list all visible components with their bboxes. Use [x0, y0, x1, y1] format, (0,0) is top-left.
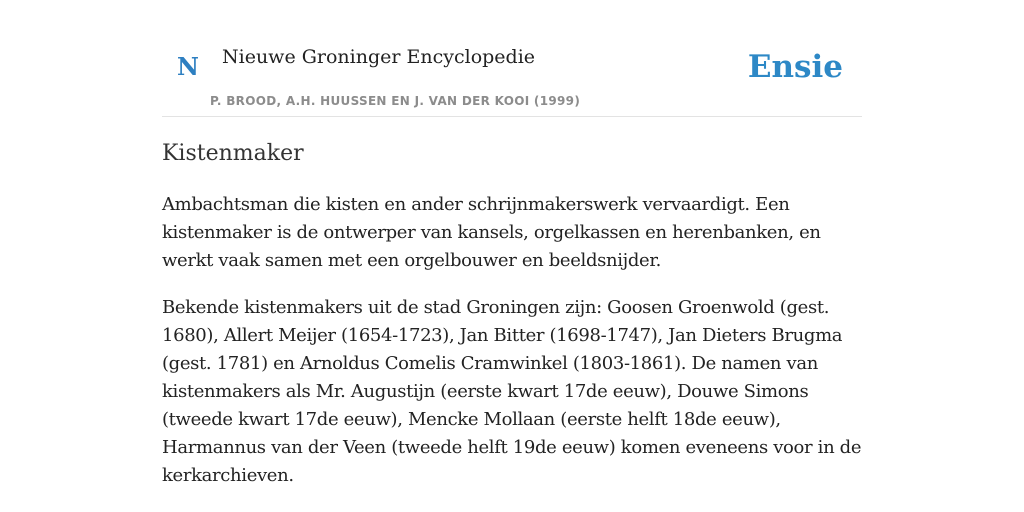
encyclopedia-logo[interactable]: N: [177, 52, 199, 81]
encyclopedia-authors: P. BROOD, A.H. HUUSSEN EN J. VAN DER KOOI (1999): [210, 94, 581, 108]
article-paragraph-1: Ambachtsman die kisten en ander schrijnmakerswerk vervaardigt. Een kistenmaker is de ontwerper van kansels, orgelkassen en herenbanken, en werkt vaak samen met een orgelbouwer en beeldsnijder.: [162, 194, 821, 272]
encyclopedia-title-link[interactable]: Nieuwe Groninger Encyclopedie: [222, 46, 536, 68]
article-title: Kistenmaker: [162, 141, 304, 166]
article-paragraph-2: Bekende kistenmakers uit de stad Groningen zijn: Goosen Groenwold (gest. 1680), Allert Meijer (1654-1723), Jan Bitter (1698-1747), Jan Dieters Brugma (gest. 1781) en Arnoldus Comelis Cramwinkel (1803-1861). De namen van kistenmakers als Mr. Augustijn (eerste kwart 17de eeuw), Douwe Simons (tweede kwart 17de eeuw), Mencke Mollaan (eerste helft 18de eeuw), Harmannus van der Veen (tweede helft 19de eeuw) komen eveneens voor in de kerkarchieven.: [162, 297, 862, 487]
ensie-logo-link[interactable]: Ensie: [747, 49, 843, 85]
article: [162, 136, 862, 490]
encyclopedia-header: [162, 0, 862, 117]
